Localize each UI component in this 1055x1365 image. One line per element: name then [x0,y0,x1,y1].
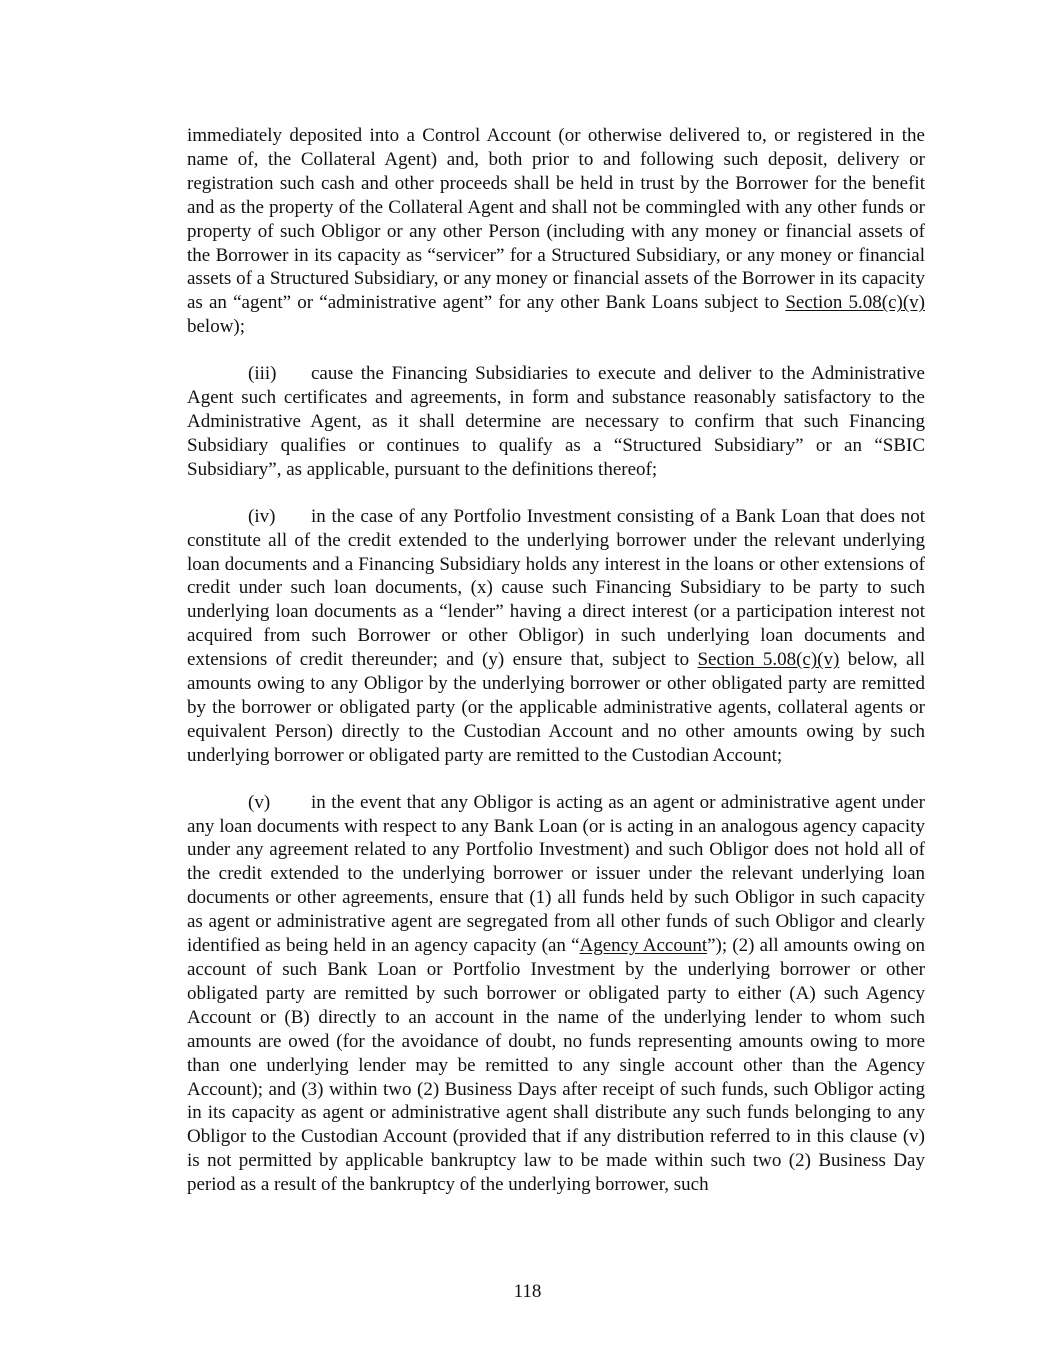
text-segment: below); [187,316,246,338]
text-segment: immediately deposited into a Control Account (or otherwise delivered to, or registered in the name of, the Collateral Agent) and, both prior to and following such deposit, delivery or registration such cash and other proceeds shall be held in trust by the Borrower for the benefit and as the property of the Collateral Agent and shall not be commingled with any other funds or property of such Obligor or any other Person (including with any money or financial assets of the Borrower in its capacity as “servicer” for a Structured Subsidiary, or any money or financial assets of a Structured Subsidiary, or any money or financial assets of the Borrower in its capacity as an “agent” or “administrative agent” for any other Bank Loans subject to [187,125,925,314]
text-segment: in the event that any Obligor is acting as an agent or administrative agent under any loan documents with respect to any Bank Loan (or is acting in an analogous agency capacity under any agreement related to any Portfolio Investment) and such Obligor does not hold all of the credit extended to the underlying borrower or issuer under the relevant underlying loan documents or other agreements, ensure that (1) all funds held by such Obligor in such capacity as agent or administrative agent are segregated from all other funds of such Obligor and clearly identified as being held in an agency capacity (an “ [187,791,925,957]
clause-iv [187,505,925,768]
text-segment: below, all amounts owing to any Obligor by the underlying borrower or other obligated party are remitted by the borrower or obligated party (or the applicable administrative agents, collateral agents or equivalent Person) directly to the Custodian Account and no other amounts owing by such underlying borrower or obligated party are remitted to the Custodian Account; [187,649,925,766]
page-number: 118 [513,1281,542,1302]
clause-number: (iii) [248,363,277,385]
text-segment: in the case of any Portfolio Investment consisting of a Bank Loan that does not constitute all of the credit extended to the underlying borrower under the relevant underlying loan documents and a Financing Subsidiary holds any interest in the loans or other extensions of credit under such loan documents, (x) cause such Financing Subsidiary to be party to such underlying loan documents as a “lender” having a direct interest (or a participation interest not acquired from such Borrower or other Obligor) in such underlying loan documents and extensions of credit thereunder; and (y) ensure that, subject to [187,505,925,671]
clause-number: (v) [248,791,271,813]
clause-iii [187,362,925,482]
document-body [187,124,925,1220]
text-segment: cause the Financing Subsidiaries to execute and deliver to the Administrative Agent such certificates and agreements, in form and substance reasonably satisfactory to the Administrative Agent, as it shall determine are necessary to confirm that such Financing Subsidiary qualifies or continues to qualify as a “Structured Subsidiary” or an “SBIC Subsidiary”, as applicable, pursuant to the definitions thereof; [187,363,925,480]
defined-term-agency-account: Agency Account [579,935,708,957]
clause-v [187,791,925,1197]
clause-number: (iv) [248,505,276,527]
paragraph-continuation [187,124,925,339]
cross-reference-section-5-08-c-v: Section 5.08(c)(v) [697,649,840,671]
text-segment: ”); (2) all amounts owing on account of such Bank Loan or Portfolio Investment by the underlying borrower or other obligated party are remitted by such borrower or obligated party to either (A) such Agency Account or (B) directly to an account in the name of the underlying lender to whom such amounts are owed (for the avoidance of doubt, no funds representing amounts owing to more than one underlying lender may be remitted to any single account other than the Agency Account); and (3) within two (2) Business Days after receipt of such funds, such Obligor acting in its capacity as agent or administrative agent shall distribute any such funds belonging to any Obligor to the Custodian Account (provided that if any distribution referred to in this clause (v) is not permitted by applicable bankruptcy law to be made within such two (2) Business Day period as a result of the bankruptcy of the underlying borrower, such [187,935,925,1196]
cross-reference-section-5-08-c-v: Section 5.08(c)(v) [785,292,926,314]
